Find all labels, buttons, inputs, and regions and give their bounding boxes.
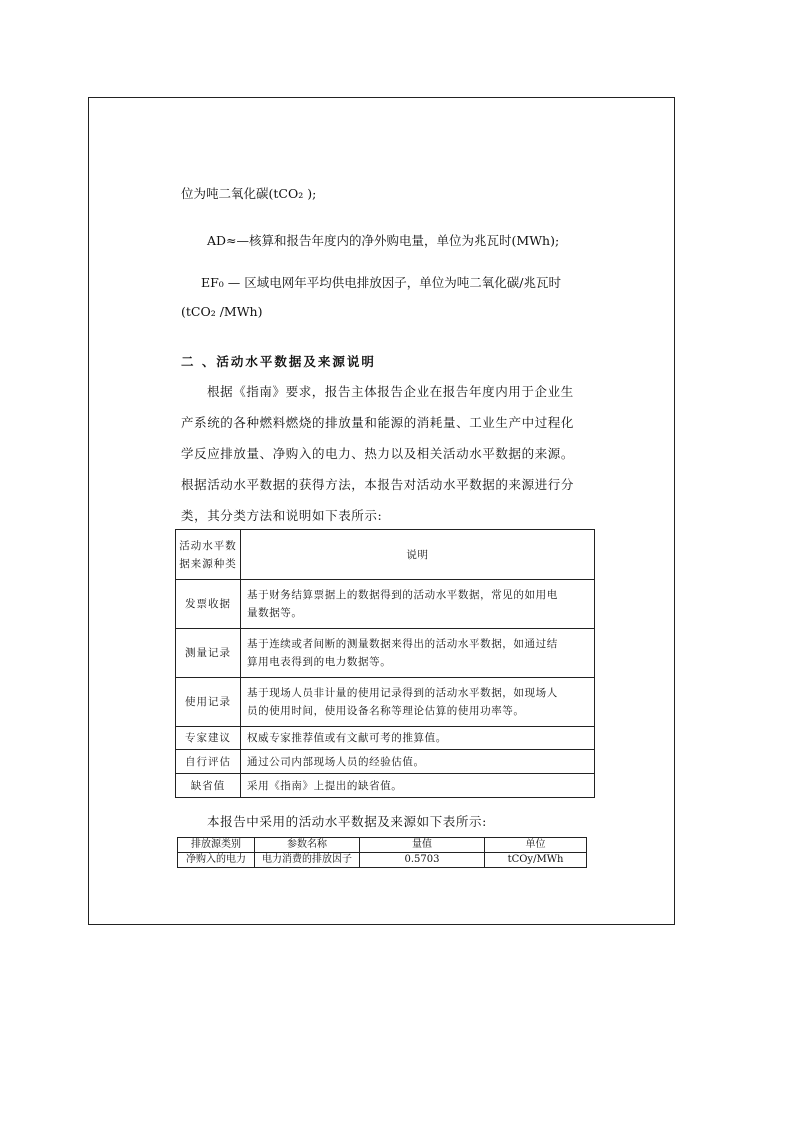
data-cell: 0.5703 (360, 853, 485, 868)
body-line: 类，其分类方法和说明如下表所示: (181, 508, 383, 523)
table-row (176, 774, 595, 798)
section-heading: 二 、活动水平数据及来源说明 (181, 354, 376, 369)
desc-line: 基于现场人员非计量的使用记录得到的活动水平数据，如现场人 (247, 687, 558, 699)
table-row (176, 678, 595, 727)
type-cell: 使用记录 (176, 678, 241, 727)
body-line: 根据活动水平数据的获得方法，本报告对活动水平数据的来源进行分 (181, 477, 575, 492)
type-cell: 发票收据 (176, 580, 241, 629)
header-cell: 参数名称 (255, 838, 360, 853)
body-line: 学反应排放量、净购入的电力、热力以及相关活动水平数据的来源。 (181, 446, 575, 461)
data-cell: tCOy/MWh (485, 853, 587, 868)
desc-cell: 权威专家推荐值或有文献可考的推算值。 (241, 727, 595, 750)
desc-cell (241, 678, 595, 727)
desc-line: 基于连续或者间断的测量数据来得出的活动水平数据，如通过结 (247, 638, 558, 650)
type-cell: 自行评估 (176, 750, 241, 774)
table-row (176, 580, 595, 629)
desc-line: 员的使用时间，使用设备名称等理论估算的使用功率等。 (247, 705, 525, 717)
table-header-row (176, 530, 595, 580)
header-cell: 量值 (360, 838, 485, 853)
paragraph-line: EF₀ — 区域电网年平均供电排放因子，单位为吨二氧化碳/兆瓦时 (201, 275, 561, 290)
header-type-line: 活动水平数 (179, 539, 237, 552)
body-line: 根据《指南》要求，报告主体报告企业在报告年度内用于企业生 (207, 384, 574, 399)
desc-line: 量数据等。 (247, 607, 303, 619)
header-type-line: 据来源种类 (179, 557, 237, 570)
table-row (178, 853, 587, 868)
paragraph-line: AD≈—核算和报告年度内的净外购电量，单位为兆瓦时(MWh); (207, 233, 560, 248)
header-desc-cell: 说明 (241, 530, 595, 580)
source-category-table (175, 529, 595, 798)
table-header-row (178, 838, 587, 853)
paragraph-line: 位为吨二氧化碳(tCO₂ ); (181, 186, 317, 201)
desc-cell (241, 580, 595, 629)
table-row (176, 750, 595, 774)
header-cell: 单位 (485, 838, 587, 853)
table-row (176, 727, 595, 750)
paragraph-line: (tCO₂ /MWh) (181, 304, 263, 319)
type-cell: 专家建议 (176, 727, 241, 750)
activity-data-table (177, 837, 587, 868)
desc-cell (241, 629, 595, 678)
header-cell: 排放源类别 (178, 838, 255, 853)
body-line: 产系统的各种燃料燃烧的排放量和能源的消耗量、工业生产中过程化 (181, 415, 575, 430)
header-type-cell (176, 530, 241, 580)
desc-cell: 通过公司内部现场人员的经验估值。 (241, 750, 595, 774)
data-cell: 净购入的电力 (178, 853, 255, 868)
type-cell: 测量记录 (176, 629, 241, 678)
desc-cell: 采用《指南》上提出的缺省值。 (241, 774, 595, 798)
type-cell: 缺省值 (176, 774, 241, 798)
data-table-intro: 本报告中采用的活动水平数据及来源如下表所示: (207, 814, 487, 829)
desc-line: 基于财务结算票据上的数据得到的活动水平数据，常见的如用电 (247, 589, 558, 601)
table-row (176, 629, 595, 678)
data-cell: 电力消费的排放因子 (255, 853, 360, 868)
desc-line: 算用电表得到的电力数据等。 (247, 656, 392, 668)
